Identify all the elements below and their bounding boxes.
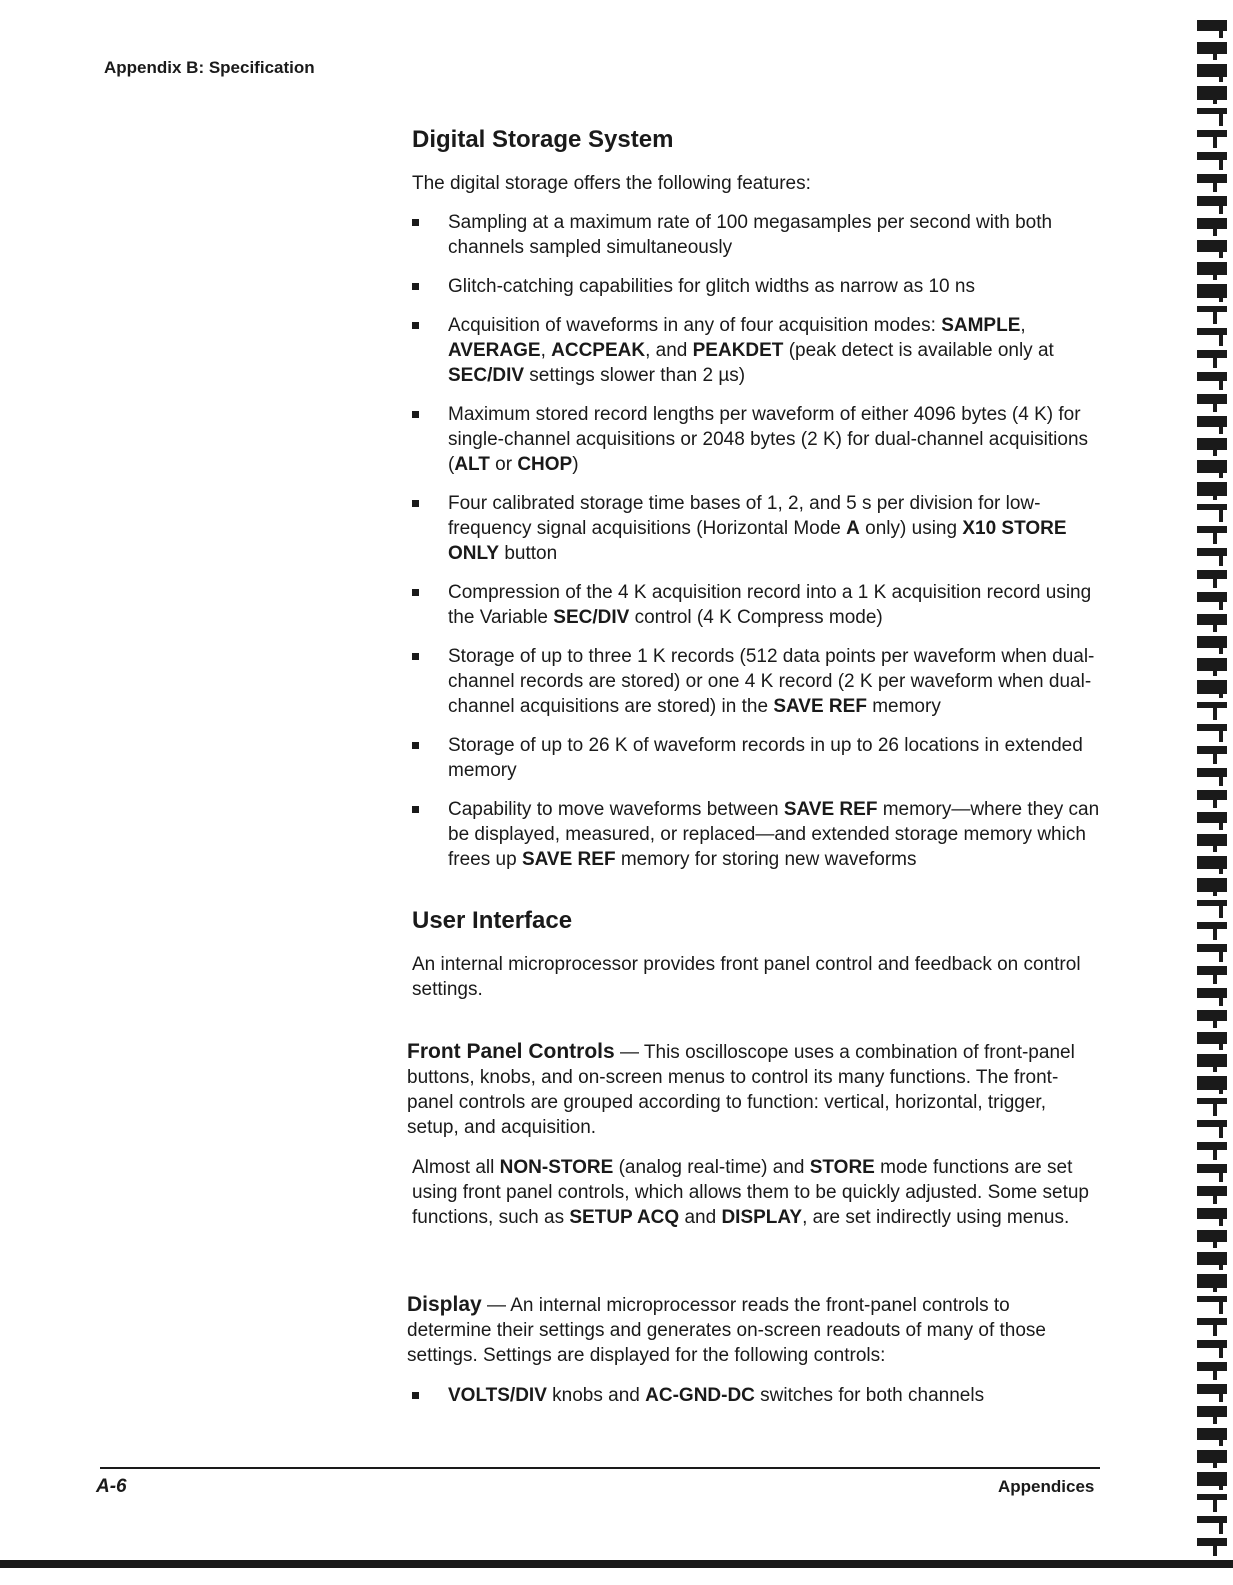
- binding-mark: [1197, 658, 1227, 671]
- display-heading: Display: [407, 1293, 482, 1316]
- text-run: (peak detect is available only at: [783, 340, 1054, 361]
- binding-mark: [1219, 1384, 1223, 1402]
- text-run: Acquisition of waveforms in any of four acquisition modes:: [448, 315, 942, 336]
- binding-mark: [1213, 1098, 1217, 1116]
- binding-mark: [1197, 306, 1227, 312]
- binding-mark: [1213, 306, 1217, 324]
- list-item: [412, 644, 1102, 719]
- bold-term: VOLTS/DIV: [448, 1385, 547, 1406]
- bold-term: AVERAGE: [448, 340, 541, 361]
- binding-mark: [1219, 1296, 1223, 1314]
- bold-term: SAMPLE: [941, 315, 1021, 336]
- display-controls-list: [412, 1383, 1102, 1422]
- binding-mark: [1197, 438, 1227, 450]
- text-run: Four calibrated storage time bases of 1, 2, and 5 s per division for low-frequency signal acquisitions (Horizontal Mode: [448, 493, 1041, 539]
- binding-mark: [1213, 702, 1217, 720]
- binding-mark: [1213, 1054, 1217, 1072]
- list-item: [412, 733, 1102, 783]
- binding-mark: [1213, 1494, 1217, 1512]
- binding-mark: [1213, 1406, 1217, 1424]
- text-run: Glitch-catching capabilities for glitch widths as narrow as 10 ns: [448, 276, 975, 297]
- bold-term: AC-GND-DC: [645, 1385, 755, 1406]
- binding-mark: [1197, 1186, 1227, 1196]
- binding-mark: [1219, 988, 1223, 1006]
- text-run: memory—where they can be displayed, measured, or replaced—and extended storage memory which frees up: [448, 799, 1100, 870]
- binding-mark: [1197, 262, 1227, 275]
- binding-mark: [1213, 262, 1217, 280]
- binding-mark: [1213, 878, 1217, 896]
- text-run: control (4 K Compress mode): [629, 607, 883, 628]
- binding-mark: [1197, 1010, 1227, 1021]
- binding-mark: [1219, 284, 1223, 302]
- binding-mark: [1213, 482, 1217, 500]
- section-intro: The digital storage offers the following features:: [412, 173, 811, 194]
- list-item: [412, 580, 1102, 630]
- binding-mark: [1219, 372, 1223, 390]
- bold-term: SEC/DIV: [448, 365, 525, 386]
- front-panel-heading: Front Panel Controls: [407, 1040, 615, 1063]
- feature-list: [412, 210, 1102, 886]
- list-item: [412, 210, 1102, 260]
- binding-mark: [1213, 86, 1217, 104]
- bold-term: SAVE REF: [783, 799, 878, 820]
- binding-mark: [1219, 1472, 1223, 1490]
- section-title-digital-storage: Digital Storage System: [412, 126, 674, 153]
- binding-mark: [1197, 878, 1227, 892]
- text-run: Compression of the 4 K acquisition record into a 1 K acquisition record using the Variable: [448, 582, 1092, 628]
- binding-mark: [1219, 1120, 1223, 1138]
- text-run: and: [679, 1207, 722, 1228]
- text-run: memory: [866, 696, 941, 717]
- binding-mark: [1197, 1494, 1227, 1500]
- binding-mark: [1219, 504, 1223, 522]
- binding-mark: [1213, 1538, 1217, 1556]
- binding-mark: [1197, 42, 1227, 54]
- text-run: switches for both channels: [754, 1385, 985, 1406]
- binding-mark: [1197, 526, 1227, 533]
- binding-mark: [1197, 570, 1227, 579]
- binding-mark: [1213, 130, 1217, 148]
- binding-mark: [1197, 834, 1227, 846]
- text-run: Almost all: [412, 1157, 500, 1178]
- binding-mark: [1219, 1032, 1223, 1050]
- text-run: Storage of up to 26 K of waveform records in up to 26 locations in extended memory: [448, 735, 1083, 781]
- bold-term: STORE: [809, 1157, 875, 1178]
- bold-term: CHOP: [517, 454, 573, 475]
- binding-mark: [1213, 614, 1217, 632]
- page-number: A-6: [96, 1476, 127, 1497]
- bold-term: SAVE REF: [773, 696, 867, 717]
- binding-mark: [1219, 1164, 1223, 1182]
- binding-mark: [1219, 724, 1223, 742]
- text-run: (analog real-time) and: [613, 1157, 810, 1178]
- page-bottom-edge: [0, 1560, 1233, 1568]
- binding-mark: [1219, 812, 1223, 830]
- binding-mark: [1197, 1098, 1227, 1104]
- binding-mark: [1197, 790, 1227, 800]
- text-run: ): [572, 454, 579, 475]
- binding-mark: [1213, 1274, 1217, 1292]
- bold-term: A: [846, 518, 860, 539]
- binding-mark: [1213, 174, 1217, 192]
- list-item: [412, 491, 1102, 566]
- binding-mark: [1213, 1010, 1217, 1028]
- binding-mark: [1219, 416, 1223, 434]
- binding-mark: [1213, 790, 1217, 808]
- binding-mark: [1219, 196, 1223, 214]
- binding-mark: [1197, 1406, 1227, 1417]
- binding-mark: [1213, 42, 1217, 60]
- binding-mark: [1219, 328, 1223, 346]
- binding-mark: [1219, 20, 1223, 38]
- binding-mark: [1219, 1340, 1223, 1358]
- binding-mark: [1213, 1318, 1217, 1336]
- bold-term: ALT: [454, 454, 490, 475]
- binding-mark: [1219, 240, 1223, 258]
- text-run: mode functions are set using front panel controls, which allows them to be quickly adjusted. Some setup functions, such as: [412, 1157, 1089, 1228]
- binding-mark: [1197, 86, 1227, 100]
- binding-mark: [1219, 1252, 1223, 1270]
- list-item: [412, 797, 1102, 872]
- binding-mark: [1219, 592, 1223, 610]
- binding-mark: [1213, 746, 1217, 764]
- binding-mark: [1213, 1142, 1217, 1160]
- binding-mark: [1219, 856, 1223, 874]
- binding-mark: [1197, 614, 1227, 625]
- running-header: Appendix B: Specification: [104, 58, 315, 77]
- binding-mark: [1197, 922, 1227, 929]
- binding-mark: [1219, 900, 1223, 918]
- binding-mark: [1197, 1142, 1227, 1150]
- binding-mark: [1219, 1076, 1223, 1094]
- binding-mark: [1197, 130, 1227, 137]
- binding-mark: [1197, 1318, 1227, 1325]
- binding-mark: [1197, 174, 1227, 183]
- binding-mark: [1213, 438, 1217, 456]
- binding-mark: [1197, 482, 1227, 496]
- text-run: Sampling at a maximum rate of 100 megasamples per second with both channels sampled simultaneously: [448, 212, 1053, 258]
- text-run: Capability to move waveforms between: [448, 799, 784, 820]
- binding-mark: [1219, 460, 1223, 478]
- text-run: ,: [1020, 315, 1026, 336]
- text-run: memory for storing new waveforms: [615, 849, 917, 870]
- footer-divider: [100, 1467, 1100, 1469]
- user-interface-intro: An internal microprocessor provides front panel control and feedback on control settings.: [412, 954, 1081, 1000]
- binding-mark: [1213, 526, 1217, 544]
- text-run: , and: [645, 340, 693, 361]
- list-item: [412, 274, 1102, 299]
- binding-mark: [1197, 394, 1227, 404]
- text-run: button: [499, 543, 558, 564]
- binding-mark: [1219, 548, 1223, 566]
- binding-mark: [1213, 1450, 1217, 1468]
- binding-mark: [1213, 394, 1217, 412]
- bold-term: DISPLAY: [721, 1207, 803, 1228]
- binding-mark: [1219, 64, 1223, 82]
- text-run: or: [489, 454, 518, 475]
- list-item: [412, 1383, 1102, 1408]
- binding-mark: [1213, 350, 1217, 368]
- bold-term: X10 STORE ONLY: [448, 518, 1067, 564]
- binding-mark: [1213, 218, 1217, 236]
- binding-mark: [1219, 108, 1223, 126]
- binding-mark: [1213, 1362, 1217, 1380]
- binding-mark: [1213, 922, 1217, 940]
- bold-term: PEAKDET: [692, 340, 784, 361]
- binding-mark: [1197, 350, 1227, 358]
- binding-mark: [1219, 768, 1223, 786]
- text-run: knobs and: [546, 1385, 646, 1406]
- binding-mark: [1213, 658, 1217, 676]
- display-paragraph: [407, 1292, 1097, 1368]
- bold-term: SETUP ACQ: [569, 1207, 680, 1228]
- binding-mark: [1197, 1054, 1227, 1067]
- bold-term: SAVE REF: [521, 849, 616, 870]
- binding-mark: [1219, 1428, 1223, 1446]
- binding-mark: [1213, 1230, 1217, 1248]
- text-run: Storage of up to three 1 K records (512 data points per waveform when dual-channel records are stored) or one 4 K record (2 K per waveform when dual-channel acquisitions are stored) in the: [448, 646, 1095, 717]
- binding-mark: [1213, 1186, 1217, 1204]
- display-text: — An internal microprocessor reads the front-panel controls to determine their settings and generates on-screen readouts of many of those settings. Settings are displayed for the following controls:: [407, 1295, 1046, 1366]
- text-run: only) using: [859, 518, 963, 539]
- text-run: , are set indirectly using menus.: [802, 1207, 1070, 1228]
- bold-term: ACCPEAK: [551, 340, 646, 361]
- store-modes-paragraph: [412, 1155, 1102, 1230]
- bold-term: SEC/DIV: [553, 607, 630, 628]
- binding-mark: [1197, 1450, 1227, 1463]
- section-title-user-interface: User Interface: [412, 907, 573, 934]
- binding-mark: [1219, 680, 1223, 698]
- binding-mark: [1213, 570, 1217, 588]
- text-run: Maximum stored record lengths per waveform of either 4096 bytes (4 K) for single-channel acquisitions or 2048 bytes (2 K) for dual-channel acquisitions (: [448, 404, 1089, 475]
- binding-mark: [1197, 702, 1227, 708]
- list-item: [412, 313, 1102, 388]
- binding-mark: [1213, 834, 1217, 852]
- binding-mark: [1197, 1230, 1227, 1242]
- footer-section-name: Appendices: [998, 1477, 1095, 1496]
- binding-mark: [1197, 218, 1227, 229]
- binding-mark: [1219, 1516, 1223, 1534]
- binding-mark: [1197, 1362, 1227, 1371]
- binding-mark: [1219, 944, 1223, 962]
- list-item: [412, 402, 1102, 477]
- front-panel-paragraph: [407, 1039, 1097, 1140]
- binding-mark: [1219, 152, 1223, 170]
- binding-mark: [1219, 636, 1223, 654]
- binding-edge-marks: [1167, 0, 1227, 1560]
- binding-mark: [1219, 1208, 1223, 1226]
- text-run: settings slower than 2 µs): [524, 365, 746, 386]
- binding-mark: [1197, 746, 1227, 754]
- binding-mark: [1197, 1274, 1227, 1288]
- binding-mark: [1197, 966, 1227, 975]
- binding-mark: [1213, 966, 1217, 984]
- binding-mark: [1197, 1538, 1227, 1546]
- text-run: ,: [540, 340, 552, 361]
- bold-term: NON-STORE: [499, 1157, 614, 1178]
- front-panel-text: — This oscilloscope uses a combination of front-panel buttons, knobs, and on-screen menus to control its many functions. The front-panel controls are grouped according to function: vertical, horizontal, trigger, setup, and acquisition.: [407, 1042, 1075, 1138]
